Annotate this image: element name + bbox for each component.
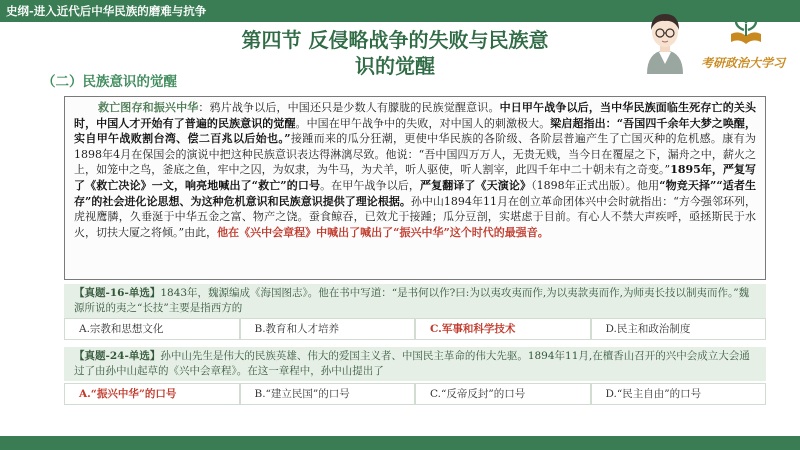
page-title-line-2: 识的觉醒 (355, 54, 435, 78)
passage-seg: 。中国在甲午战争中的失败，对中国人的刺激极大。 (295, 116, 551, 130)
question-1-option-a[interactable]: A.宗教和思想文化 (64, 318, 240, 340)
question-1-stem (64, 284, 766, 318)
page-title-line-1: 第四节 反侵略战争的失败与民族意 (241, 28, 549, 52)
passage-seg: （1898年正式出版）。他用 (531, 178, 660, 192)
wheat-book-icon (725, 6, 767, 48)
question-2-option-a[interactable]: A.“振兴中华”的口号 (64, 383, 240, 405)
question-2-stem (64, 347, 766, 381)
passage-seg: ：鸦片战争以后，中国还只是少数人有朦胧的民族觉醒意识。 (198, 101, 500, 114)
question-2-options (64, 383, 766, 405)
passage-seg: 。在甲午战争以后， (320, 178, 421, 192)
passage-bold: “物竞天择”“适者生存”的社会进化论思想、为这种危机意识和民族意识提供了理论根据。 (74, 178, 757, 208)
passage-lead: 救亡图存和振兴中华 (98, 101, 199, 114)
question-2-option-d[interactable]: D.“民主自由”的口号 (591, 383, 767, 405)
passage-seg: 孙中山1894年11月在创立革命团体兴中会时就指出：“方今强邻环列，虎视鹰膦，久垂涎于中华五金之富、物产之饶。蚕食鲸吞，已效尤于接踵；瓜分豆剖，实堪虑于目前。有心人不禁大声疾呼，亟拯斯民于水火，切扶大厦之将倾。”由此， (74, 194, 756, 239)
passage-bold: 梁启超指出：“吾国四千余年大梦之唤醒，实自甲午战败割台湾、偿二百兆以后始也。” (74, 116, 757, 146)
passage-seg: 接踵而来的瓜分狂潮，更使中华民族的各阶级、各阶层普遍产生了亡国灭种的危机感。康有为1898年4月在保国会的演说中把这种民族意识表达得淋漓尽致。他说：“吾中国四万万人，无贵无贱，当今日在覆屋之下，漏舟之中，薪火之上，如笼中之鸟，釜底之鱼，牢中之囚，为奴隶，为牛马，为犬羊，听人驱使，听人割宰，此四千年中二十朝未有之奇变。” (74, 132, 756, 177)
brand-logo-text: 考研政治大学习 (700, 56, 785, 70)
page-title (190, 27, 600, 79)
passage-bold: 1895年，严复写了《救亡决论》一文，响亮地喊出了“救亡”的口号 (74, 163, 756, 192)
question-2-text: 孙中山先生是伟大的民族英雄、伟大的爱国主义者、中国民主革命的伟大先驱。1894年11月,在檀香山召开的兴中会成立大会通过了由孙中山起草的《兴中会章程》。在这一章程中，孙中山提出了 (74, 350, 750, 377)
passage-bold: 严复翻译了《天演论》 (420, 178, 532, 192)
cartoon-teacher-avatar (641, 8, 689, 74)
breadcrumb: 史纲-进入近代后中华民族的磨难与抗争 (6, 4, 207, 18)
question-1-tag: 【真题-16-单选】 (74, 287, 161, 299)
passage-bold: 中日甲午战争以后，当中华民族面临生死存亡的关头时，中国人才开始有了普遍的民族意识的觉醒 (74, 101, 757, 130)
question-1-text: 1843年，魏源编成《海国图志》。他在书中写道：“是书何以作?曰:为以夷攻夷而作,为以夷款夷而作,为师夷长技以制夷而作。”魏源所说的夷之“长技”主要是指西方的 (74, 287, 750, 314)
subsection-heading: （二）民族意识的觉醒 (42, 74, 177, 90)
question-1-options (64, 318, 766, 340)
question-1-option-b[interactable]: B.教育和人才培养 (240, 318, 416, 340)
bottom-bar (0, 436, 800, 450)
passage-highlight: 他在《兴中会章程》中喊出了喊出了“振兴中华”这个时代的最强音。 (217, 225, 549, 239)
passage-text (74, 100, 756, 240)
question-2-tag: 【真题-24-单选】 (74, 350, 161, 362)
content-card (64, 96, 766, 280)
question-2-option-b[interactable]: B.“建立民国”的口号 (240, 383, 416, 405)
question-2-option-c[interactable]: C.“反帝反封”的口号 (415, 383, 591, 405)
question-1-option-d[interactable]: D.民主和政治制度 (591, 318, 767, 340)
question-1-option-c[interactable]: C.军事和科学技术 (415, 318, 591, 340)
